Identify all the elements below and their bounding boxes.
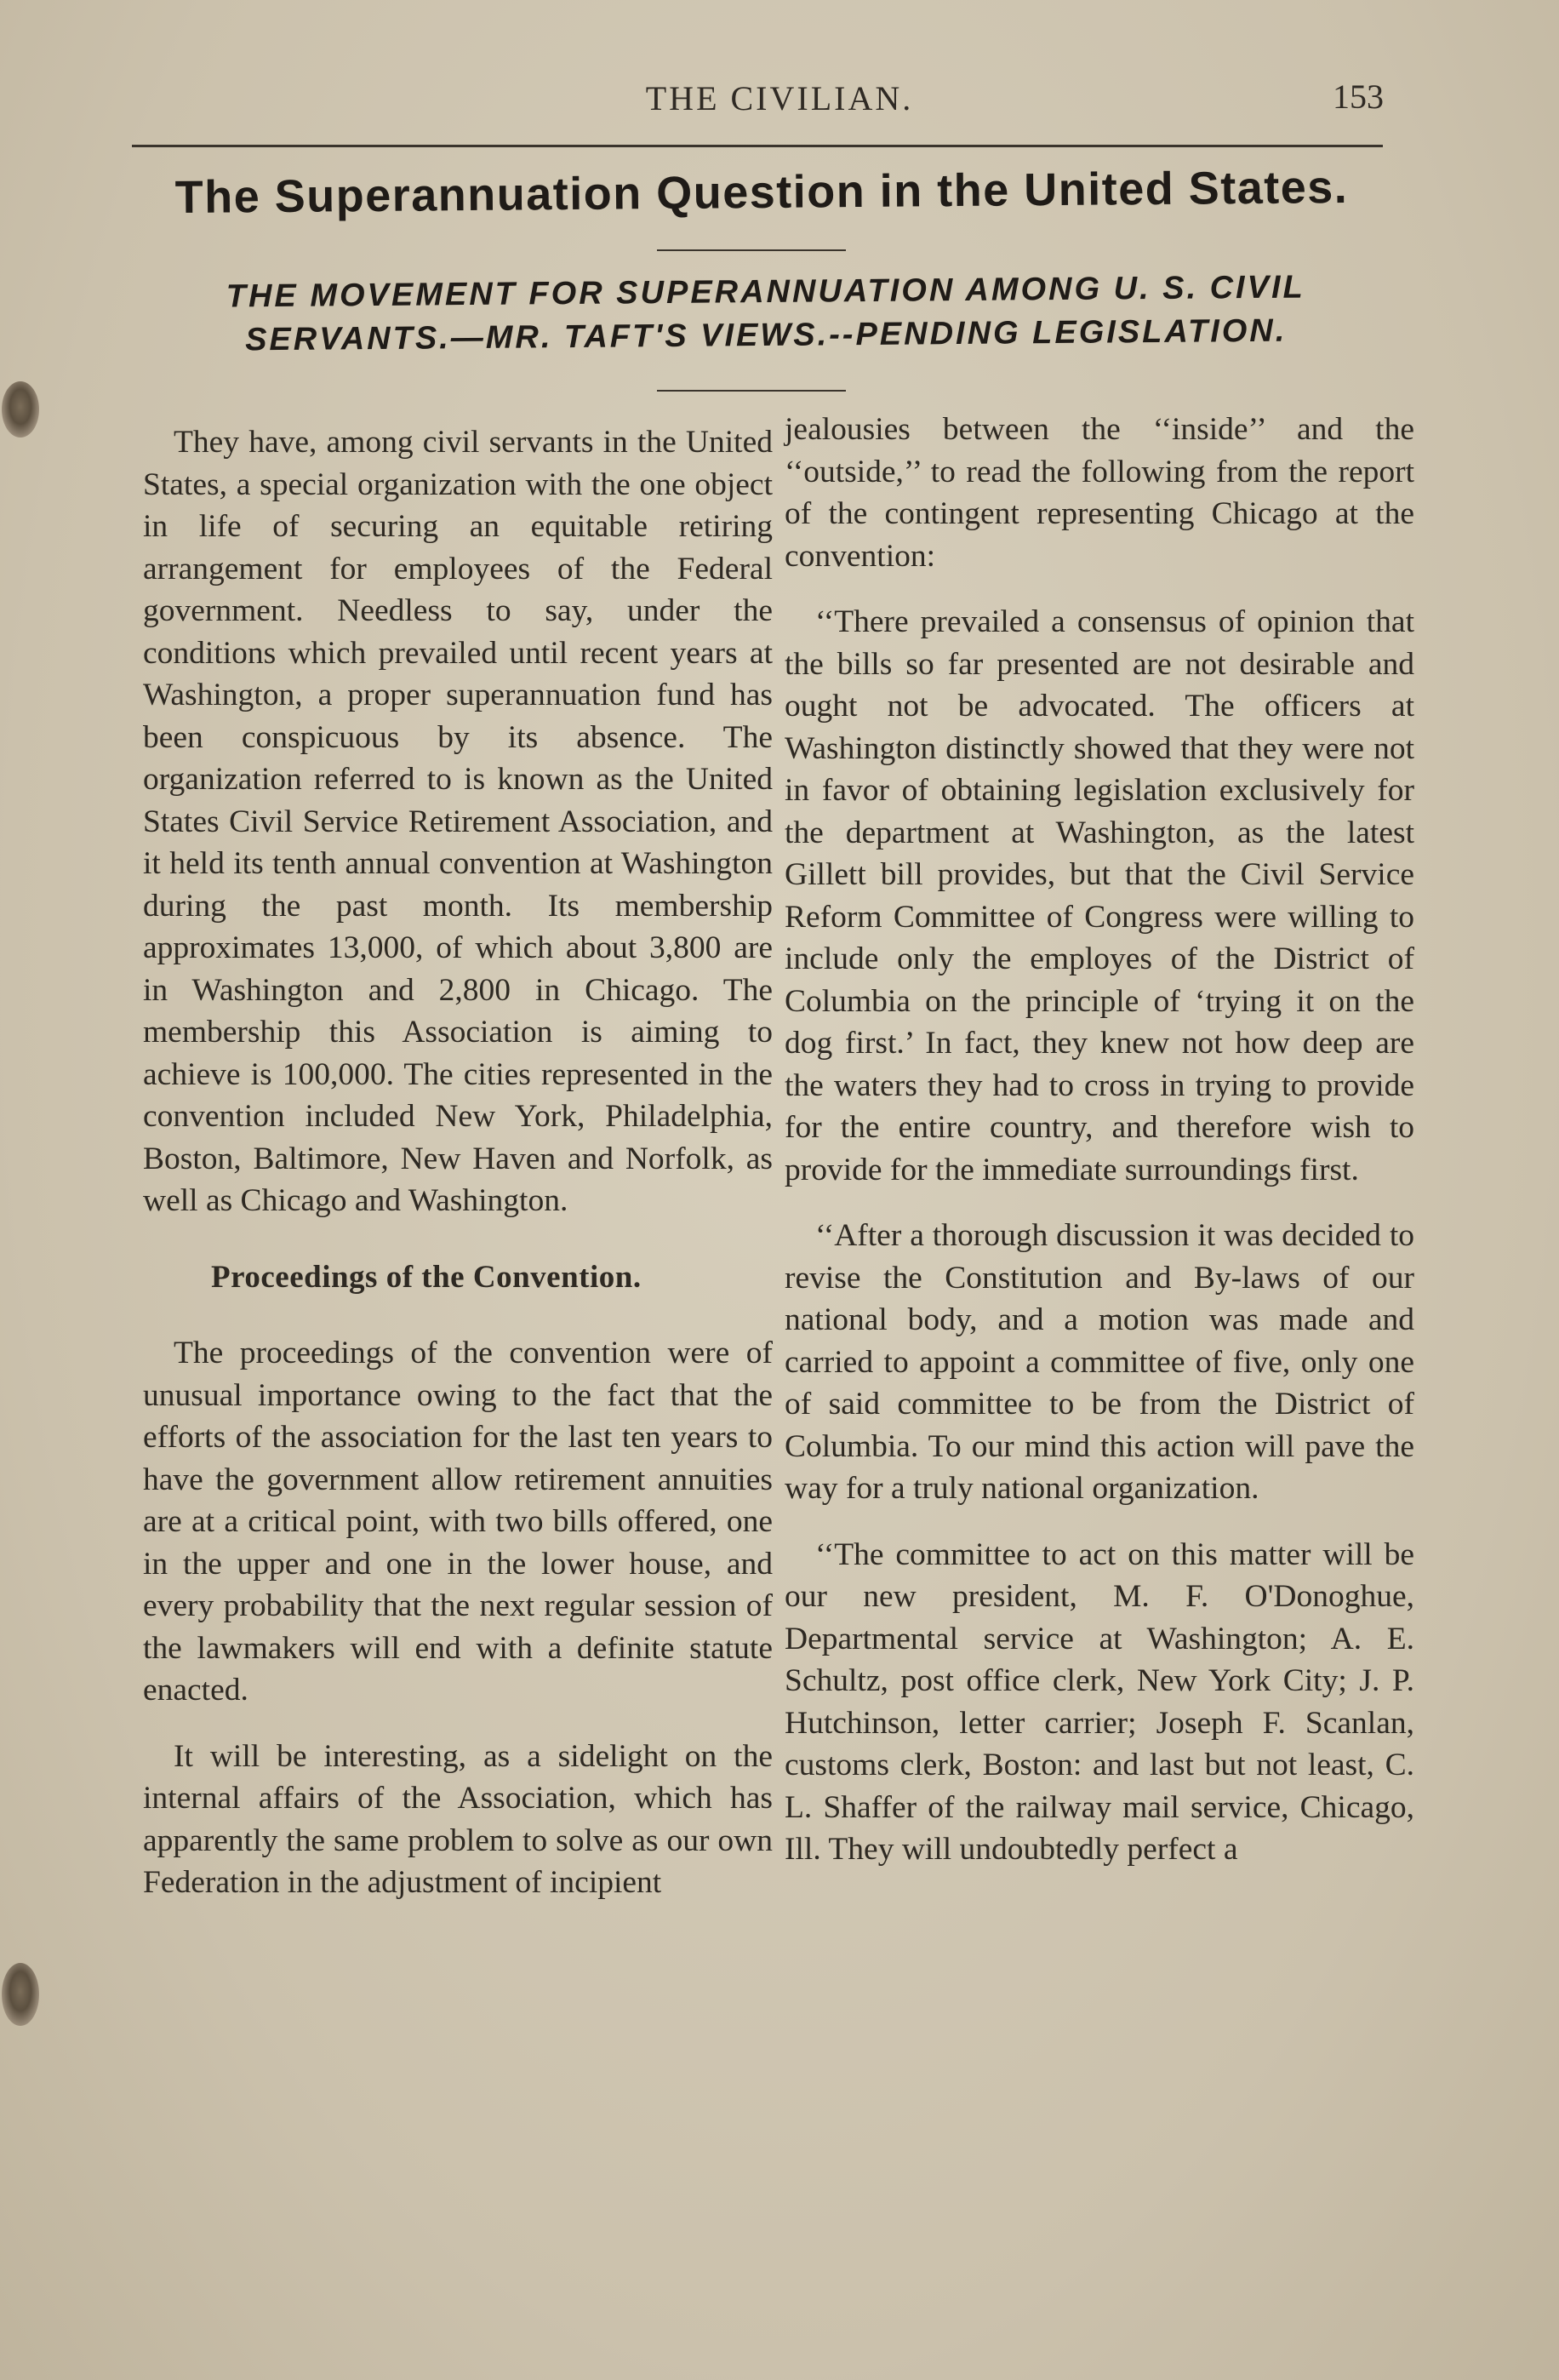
header-rule bbox=[132, 145, 1383, 147]
section-heading: Proceedings of the Convention. bbox=[211, 1259, 642, 1295]
title-divider bbox=[657, 249, 846, 251]
subtitle-divider bbox=[657, 390, 846, 392]
subtitle-line-1: THE MOVEMENT FOR SUPERANNUATION AMONG U. S. CIVIL bbox=[226, 269, 1305, 315]
binder-hole bbox=[2, 1963, 39, 2026]
paragraph: ‘‘The committee to act on this matter will be our new president, M. F. O'Donoghue, Departmental service at Washington; A. E. Schultz, post office clerk, New York City; J. P. Hutchinson, letter carrier; Joseph F. Scanlan, customs clerk, Boston: and last but not least, C. L. Shaffer of the railway mail service, Chicago, Ill. They will undoubtedly perfect a bbox=[785, 1536, 1414, 1867]
subtitle-line-2: SERVANTS.—MR. TAFT'S VIEWS.--PENDING LEGISLATION. bbox=[244, 312, 1288, 358]
page-number: 153 bbox=[1333, 77, 1384, 116]
article-subtitle bbox=[153, 266, 1379, 363]
article-title: The Superannuation Question in the United States. bbox=[174, 161, 1349, 224]
running-title: THE CIVILIAN. bbox=[645, 79, 914, 117]
binder-hole bbox=[2, 381, 39, 438]
paragraph: The proceedings of the convention were of unusual importance owing to the fact that the efforts of the association for the last ten years to have the government allow retirement annuities are at a critical point, with two bills offered, one in the upper and one in the lower house, and every probability that the next regular session of the lawmakers will end with a definite statute enacted. bbox=[143, 1336, 773, 1708]
paragraph: jealousies between the ‘‘inside’’ and the ‘‘outside,’’ to read the following from the report of the contingent representing Chicago at the convention: bbox=[785, 412, 1414, 574]
left-column bbox=[143, 421, 773, 1928]
paragraph: ‘‘After a thorough discussion it was decided to revise the Constitution and By-laws of our national body, and a motion was made and carried to appoint a committee of five, only one of said committee to be from the District of Columbia. To our mind this action will pave the way for a truly national organization. bbox=[785, 1218, 1414, 1506]
paragraph: ‘‘There prevailed a consensus of opinion that the bills so far presented are not desirable and ought not be advocated. The officers at Washington distinctly showed that they were not in favor of obtaining legislation exclusively for the department at Washington, as the latest Gillett bill provides, but that the Civil Service Reform Committee of Congress were willing to include only the employes of the District of Columbia on the principle of ‘trying it on the dog first.’ In fact, they knew not how deep are the waters they had to cross in trying to provide for the entire country, and therefore wish to provide for the immediate surroundings first. bbox=[785, 604, 1414, 1187]
paragraph: It will be interesting, as a sidelight on the internal affairs of the Association, which has apparently the same problem to solve as our own Federation in the adjustment of incipient bbox=[143, 1738, 773, 1900]
paragraph: They have, among civil servants in the United States, a special organization with the one object in life of securing an equitable retiring arrangement for employees of the Federal government. Needless to say, under the conditions which prevailed until recent years at Washington, a proper superannuation fund has been conspicuous by its absence. The organization referred to is known as the United States Civil Service Retirement Association, and it held its tenth annual convention at Washington during the past month. Its membership approximates 13,000, of which about 3,800 are in Washington and 2,800 in Chicago. The membership this Association is aiming to achieve is 100,000. The cities represented in the convention included New York, Philadelphia, Boston, Baltimore, New Haven and Norfolk, as well as Chicago and Washington. bbox=[143, 425, 773, 1218]
right-column bbox=[785, 409, 1414, 1895]
